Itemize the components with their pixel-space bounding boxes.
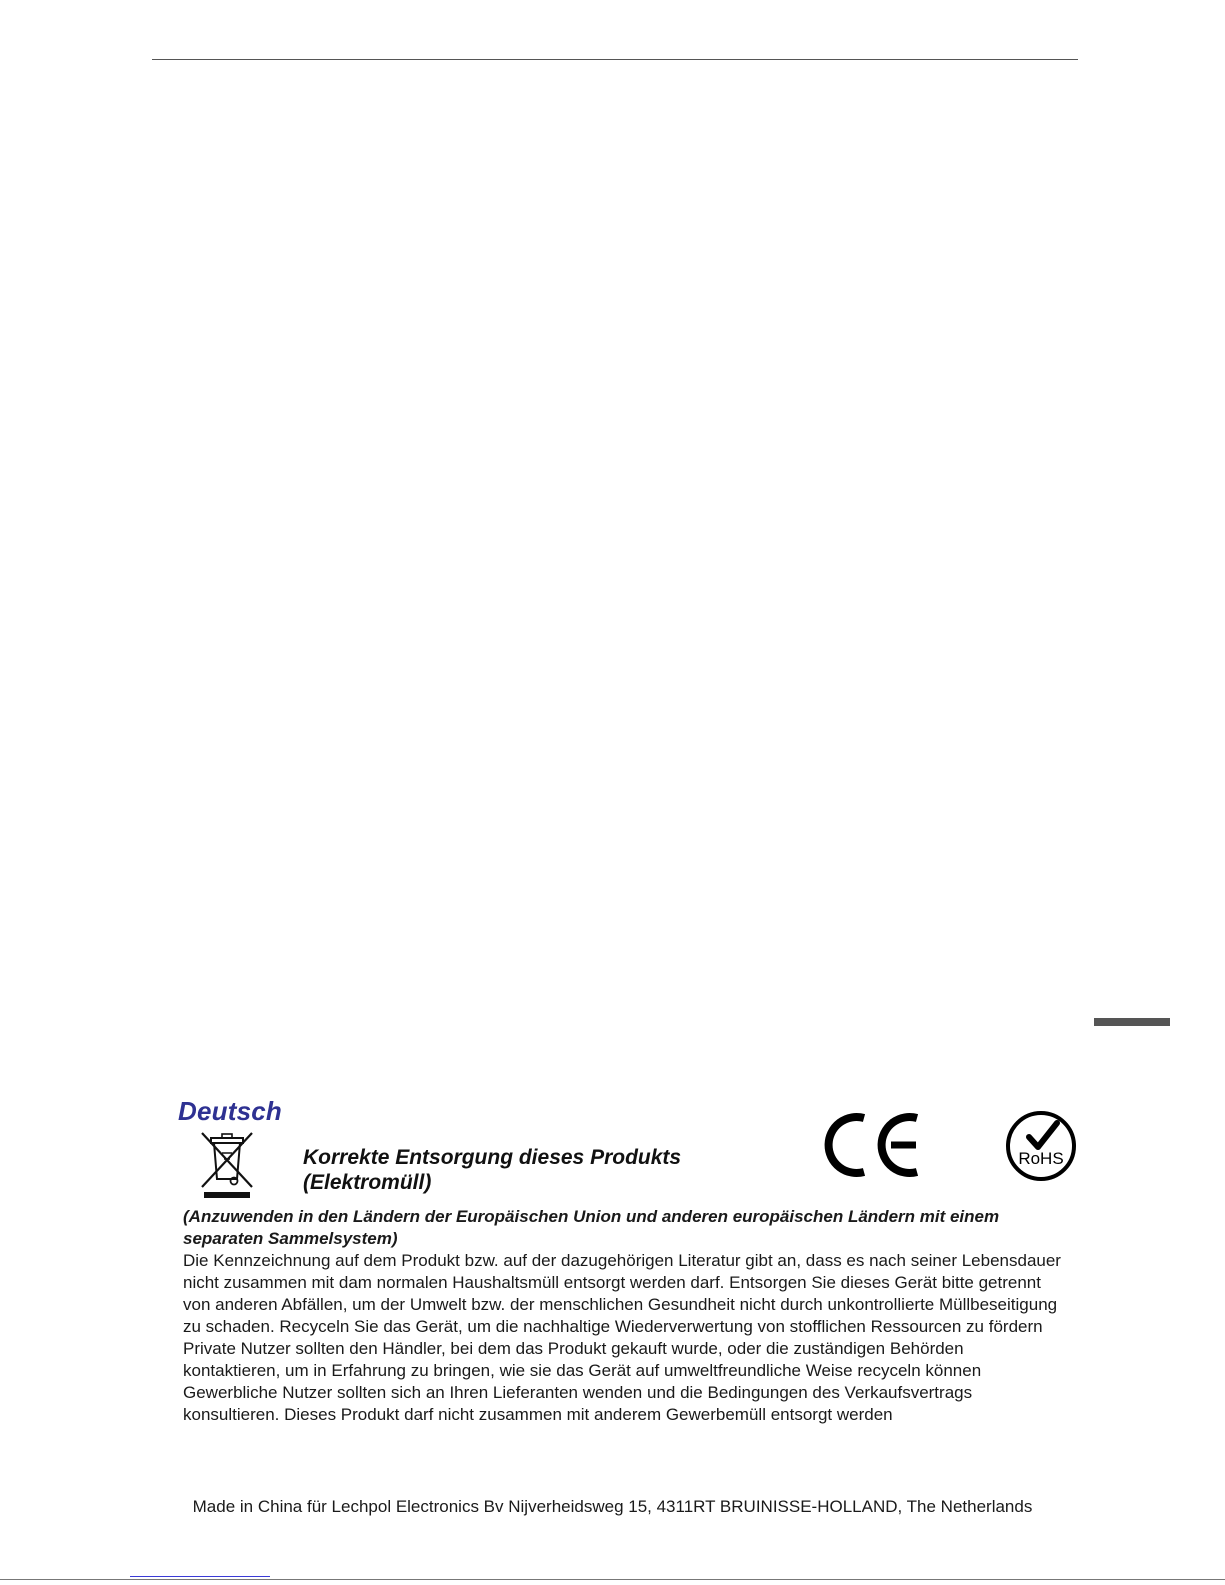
disposal-title: [303, 1145, 681, 1195]
ce-mark-icon: [824, 1112, 924, 1178]
paragraph-business-users: Gewerbliche Nutzer sollten sich an Ihren Lieferanten wenden und die Bedingungen des Verkaufsvertrags konsultieren. Dieses Produkt darf nicht zusammen mit anderem Gewerbemüll entsorgt werden: [183, 1383, 973, 1424]
crossed-out-wheelie-bin-icon: [196, 1129, 258, 1199]
disposal-title-line1: Korrekte Entsorgung dieses Produkts: [303, 1146, 682, 1169]
language-heading: Deutsch: [178, 1096, 282, 1126]
scope-note: (Anzuwenden in den Ländern der Europäischen Union und anderen europäischen Ländern mit einem separaten Sammelsystem): [183, 1207, 1000, 1248]
header-rule: [152, 59, 1078, 60]
bottom-link-underline: [130, 1576, 270, 1577]
disposal-body: [183, 1206, 1063, 1426]
manufacturer-footer: Made in China für Lechpol Electronics Bv Nijverheidsweg 15, 4311RT BRUINISSE-HOLLAND, The Netherlands: [192, 1497, 1033, 1516]
page-bottom-rule: [0, 1579, 1225, 1580]
paragraph-general: Die Kennzeichnung auf dem Produkt bzw. auf der dazugehörigen Literatur gibt an, dass es nach seiner Lebensdauer nicht zusammen mit dam normalen Haushaltsmüll entsorgt werden darf. Entsorgen Sie dieses Gerät bitte getrennt von anderen Abfällen, um der Umwelt bzw. der menschlichen Gesundheit nicht durch unkontrollierte Müllbeseitigung zu schaden. Recyceln Sie das Gerät, um die nachhaltige Wiederverwertung von stofflichen Ressourcen zu fördern: [183, 1251, 1061, 1336]
paragraph-private-users: Private Nutzer sollten den Händler, bei dem das Produkt gekauft wurde, oder die zuständigen Behörden kontaktieren, um in Erfahrung zu bringen, wie sie das Gerät auf umweltfreundliche Weise recyceln können: [183, 1339, 982, 1380]
rohs-label: RoHS: [1018, 1149, 1064, 1168]
section-tab-marker: [1094, 1018, 1170, 1026]
disposal-title-line2: (Elektromüll): [303, 1171, 432, 1194]
rohs-check-icon: [1005, 1110, 1077, 1182]
